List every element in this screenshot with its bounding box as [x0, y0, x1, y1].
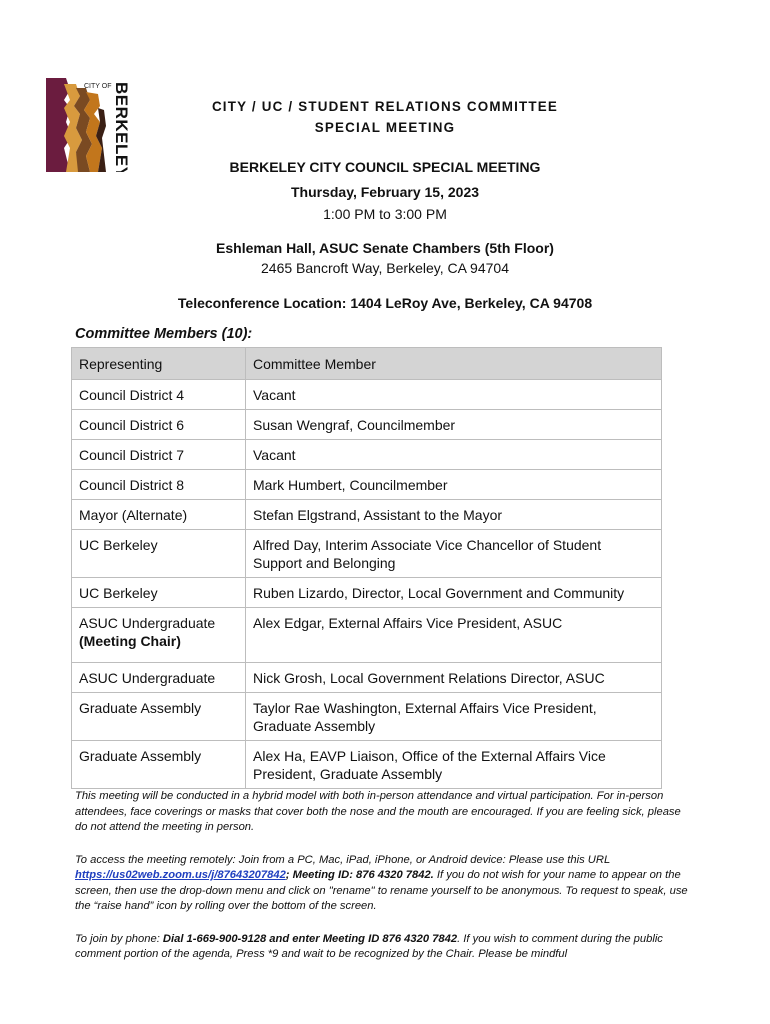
meeting-notes	[75, 789, 695, 980]
remote-access-notice	[75, 853, 695, 915]
table-row	[72, 663, 662, 693]
logo-city-of-text: CITY OF	[84, 83, 112, 90]
logo-berkeley-text: BERKELEY	[112, 82, 131, 172]
cell-member: Taylor Rae Washington, External Affairs Vice President, Graduate Assembly	[246, 693, 662, 741]
committee-members-table	[71, 347, 662, 789]
cell-representing: ASUC Undergraduate	[72, 663, 246, 693]
cell-member: Stefan Elgstrand, Assistant to the Mayor	[246, 500, 662, 530]
cell-member: Nick Grosh, Local Government Relations Director, ASUC	[246, 663, 662, 693]
cell-representing: Council District 7	[72, 440, 246, 470]
table-row	[72, 440, 662, 470]
phone-intro: To join by phone:	[75, 932, 163, 945]
teleconference-location: Teleconference Location: 1404 LeRoy Ave, Berkeley, CA 94708	[177, 295, 593, 311]
cell-member: Ruben Lizardo, Director, Local Government and Community	[246, 578, 662, 608]
table-row	[72, 578, 662, 608]
cell-member: Susan Wengraf, Councilmember	[246, 410, 662, 440]
cell-member: Vacant	[246, 380, 662, 410]
remote-intro: To access the meeting remotely: Join from a PC, Mac, iPad, iPhone, or Android device: Please use this URL	[75, 853, 610, 866]
cell-member: Alfred Day, Interim Associate Vice Chancellor of Student Support and Belonging	[246, 530, 662, 578]
cell-representing-text: ASUC Undergraduate	[79, 615, 216, 631]
meeting-chair-note: (Meeting Chair)	[79, 633, 181, 649]
table-row	[72, 380, 662, 410]
table-row	[72, 608, 662, 663]
phone-instructions: . If you wish to comment during the public comment portion of the agenda, Press *9 and wait to be recognized by the Chair. Please be mindful	[75, 932, 663, 960]
table-row	[72, 530, 662, 578]
cell-representing: UC Berkeley	[72, 578, 246, 608]
cell-representing: Council District 4	[72, 380, 246, 410]
meeting-datetime	[75, 181, 695, 225]
meeting-date: Thursday, February 15, 2023	[290, 184, 480, 200]
cell-representing: Graduate Assembly	[72, 693, 246, 741]
meeting-title-line2: SPECIAL MEETING	[314, 120, 456, 135]
cell-representing: Mayor (Alternate)	[72, 500, 246, 530]
meeting-venue: Eshleman Hall, ASUC Senate Chambers (5th Floor)	[216, 240, 554, 256]
meeting-id: ; Meeting ID: 876 4320 7842.	[285, 869, 434, 881]
table-row	[72, 693, 662, 741]
committee-members-title: Committee Members (10):	[75, 326, 253, 342]
cell-member: Alex Edgar, External Affairs Vice President, ASUC	[246, 608, 662, 663]
table-row	[72, 500, 662, 530]
meeting-address: 2465 Bancroft Way, Berkeley, CA 94704	[261, 260, 509, 276]
meeting-subtitle: BERKELEY CITY COUNCIL SPECIAL MEETING	[229, 159, 541, 175]
remote-instructions: If you do not wish for your name to appear on the screen, then use the drop-down menu and click on "rename" to rename yourself to be anonymous. To request to speak, use the “raise hand” icon by rolling over the bottom of the screen.	[75, 869, 688, 912]
cell-representing	[72, 608, 246, 663]
meeting-location	[75, 238, 695, 278]
hybrid-notice: This meeting will be conducted in a hybrid model with both in-person attendance and virtual participation. For in-person attendees, face coverings or masks that cover both the nose and the mouth are encouraged. If you are feeling sick, please do not attend the meeting in person.	[75, 790, 681, 833]
column-header-representing: Representing	[72, 348, 246, 380]
cell-member: Vacant	[246, 440, 662, 470]
column-header-member: Committee Member	[246, 348, 662, 380]
phone-access-notice	[75, 932, 695, 963]
meeting-time: 1:00 PM to 3:00 PM	[323, 206, 447, 222]
cell-representing: Council District 6	[72, 410, 246, 440]
meeting-title-line1: CITY / UC / STUDENT RELATIONS COMMITTEE	[211, 99, 559, 114]
cell-representing: Graduate Assembly	[72, 741, 246, 789]
cell-member: Mark Humbert, Councilmember	[246, 470, 662, 500]
meeting-title	[75, 96, 695, 138]
cell-representing: UC Berkeley	[72, 530, 246, 578]
table-header-row	[72, 348, 662, 380]
cell-member: Alex Ha, EAVP Liaison, Office of the External Affairs Vice President, Graduate Assembly	[246, 741, 662, 789]
cell-representing: Council District 8	[72, 470, 246, 500]
table-row	[72, 410, 662, 440]
phone-dial-info: Dial 1-669-900-9128 and enter Meeting ID 876 4320 7842	[162, 932, 458, 945]
table-row	[72, 470, 662, 500]
zoom-link[interactable]: https://us02web.zoom.us/j/87643207842	[75, 869, 286, 881]
table-row	[72, 741, 662, 789]
